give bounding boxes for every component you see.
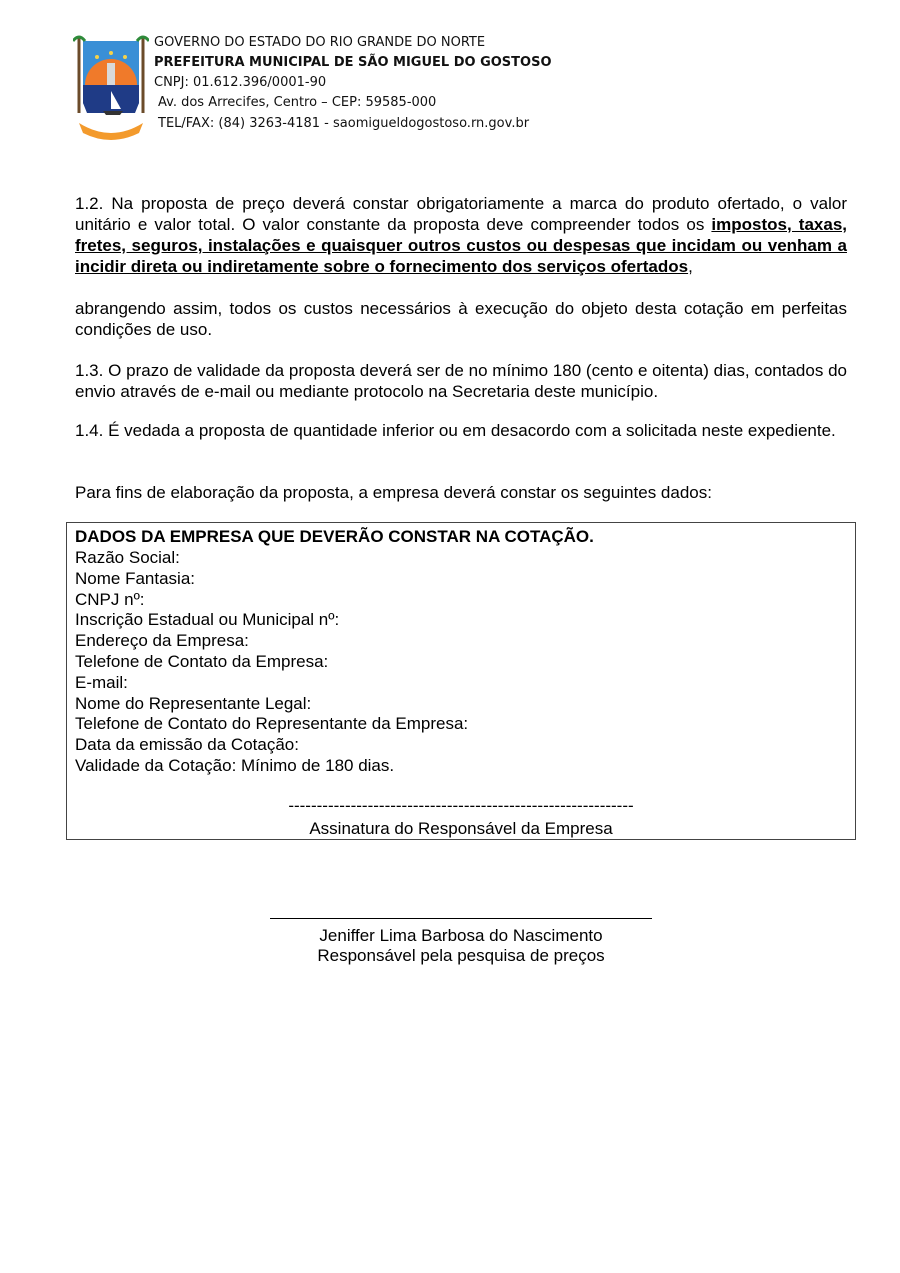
company-field-label: Nome do Representante Legal: (75, 693, 312, 713)
signature-line (270, 918, 652, 919)
company-field-label: CNPJ nº: (75, 589, 145, 609)
company-field-label: Endereço da Empresa: (75, 631, 249, 651)
signer-name: Jeniffer Lima Barbosa do Nascimento (319, 926, 603, 945)
municipal-coat-of-arms-logo (73, 33, 149, 141)
p12-text: 1.2. Na proposta de preço deverá constar obrigatoriamente a marca do produto ofertado, o valor unitário e valor total. O valor constante da proposta deve compreender todos os (75, 194, 847, 234)
company-field-label: Telefone de Contato do Representante da Empresa: (75, 714, 469, 734)
header-cnpj: CNPJ: 01.612.396/0001-90 (154, 75, 327, 90)
company-field-label: Nome Fantasia: (75, 568, 195, 588)
company-data-box (66, 522, 856, 840)
paragraph-1-2 (75, 193, 847, 277)
header-government: GOVERNO DO ESTADO DO RIO GRANDE DO NORTE (154, 35, 486, 50)
company-field-label: Validade da Cotação: Mínimo de 180 dias. (75, 756, 395, 775)
company-field-label: Razão Social: (75, 548, 180, 567)
box-title: DADOS DA EMPRESA QUE DEVERÃO CONSTAR NA COTAÇÃO. (75, 527, 594, 546)
paragraph-para-fins: Para fins de elaboração da proposta, a empresa deverá constar os seguintes dados: (75, 483, 712, 502)
paragraph-abrangendo: abrangendo assim, todos os custos necessários à execução do objeto desta cotação em perfeitas condições de uso. (75, 299, 847, 339)
signature-dashes: ------------------------------------------------------------- (288, 796, 634, 815)
company-field-label: Data da emissão da Cotação: (75, 735, 299, 755)
company-field-label: Telefone de Contato da Empresa: (75, 652, 329, 671)
p12-comma: , (688, 257, 693, 276)
paragraph-1-4: 1.4. É vedada a proposta de quantidade inferior ou em desacordo com a solicitada neste expediente. (75, 421, 836, 440)
paragraph-1-3: 1.3. O prazo de validade da proposta deverá ser de no mínimo 180 (cento e oitenta) dias, contados do envio através de e-mail ou mediante protocolo na Secretaria deste município. (75, 361, 847, 401)
header-prefeitura: PREFEITURA MUNICIPAL DE SÃO MIGUEL DO GOSTOSO (154, 55, 552, 70)
company-signature-label: Assinatura do Responsável da Empresa (309, 819, 613, 838)
company-field-label: E-mail: (75, 672, 128, 692)
p12-underlined-text: impostos, taxas, fretes, seguros, instalações e quaisquer outros custos ou despesas que incidam ou venham a incidir direta ou indiretamente sobre o fornecimento dos serviços ofertados (75, 215, 847, 276)
signer-role: Responsável pela pesquisa de preços (317, 946, 605, 965)
company-field-label: Inscrição Estadual ou Municipal nº: (75, 610, 340, 630)
header-address: Av. dos Arrecifes, Centro – CEP: 59585-000 (158, 95, 437, 110)
header-contact: TEL/FAX: (84) 3263-4181 - saomigueldogostoso.rn.gov.br (158, 116, 530, 131)
